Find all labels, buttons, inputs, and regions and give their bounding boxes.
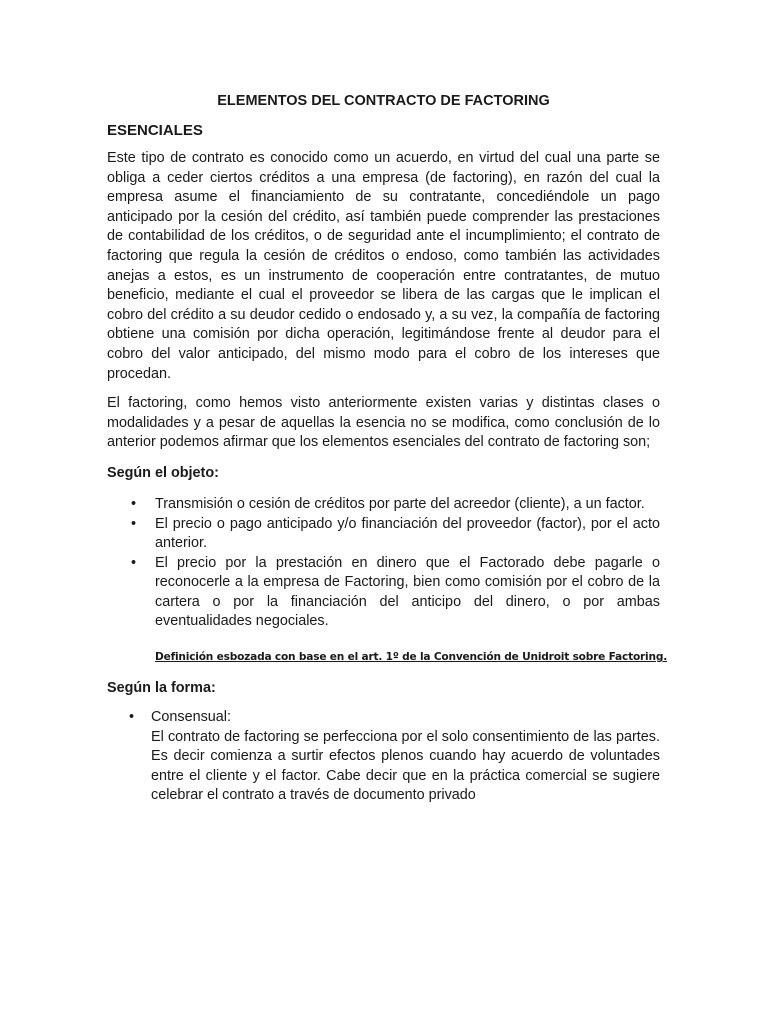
- list-item: [107, 495, 660, 515]
- list-item-text: El contrato de factoring se perfecciona por el solo consentimiento de las partes. Es decir comienza a surtir efectos plenos cuando hay acuerdo de voluntades entre el cliente y el factor. Cabe decir que en la práctica comercial se sugiere celebrar el contrato a través de documento privado: [151, 728, 660, 804]
- document-title: ELEMENTOS DEL CONTRACTO DE FACTORING: [217, 93, 550, 109]
- bullet-icon: •: [131, 554, 137, 571]
- paragraph-factoring-clases: El factoring, como hemos visto anteriormente existen varias y distintas clases o modalidades y a pesar de aquellas la esencia no se modifica, como conclusión de lo anterior podemos afirmar que los elementos esenciales del contrato de factoring son;: [107, 395, 660, 451]
- list-item: [107, 554, 660, 632]
- document-page: [107, 91, 668, 806]
- bullet-icon: •: [129, 709, 135, 726]
- objeto-list: [107, 495, 660, 632]
- footnote-definition: Definición esbozada con base en el art. 1º de la Convención de Unidroit sobre Factoring.: [155, 651, 668, 664]
- bullet-icon: •: [131, 495, 137, 512]
- bullet-icon: •: [131, 515, 137, 532]
- section-heading-esenciales: ESENCIALES: [107, 122, 203, 139]
- subheading-segun-forma: Según la forma:: [107, 680, 216, 697]
- list-item-label: Consensual:: [151, 709, 231, 726]
- list-item: [107, 708, 660, 806]
- list-item: [107, 515, 660, 554]
- list-item-text: El precio o pago anticipado y/o financiación del proveedor (factor), por el acto anterior.: [155, 515, 660, 552]
- list-item-text: Transmisión o cesión de créditos por parte del acreedor (cliente), a un factor.: [155, 495, 645, 512]
- list-item-text: El precio por la prestación en dinero que el Factorado debe pagarle o reconocerle a la empresa de Factoring, bien como comisión por el cobro de la cartera o por la financiación del anticipo del dinero, o por ambas eventualidades negociales.: [155, 554, 660, 630]
- forma-list: [107, 708, 660, 806]
- paragraph-definition: Este tipo de contrato es conocido como un acuerdo, en virtud del cual una parte se obliga a ceder ciertos créditos a una empresa (de factoring), en razón del cual la empresa asume el financiamiento de su contratante, concediéndole un pago anticipado por la cesión del crédito, así también puede comprender las prestaciones de contabilidad de los créditos, o de seguridad ante el incumplimiento; el contrato de factoring que regula la cesión de créditos o endoso, como también las actividades anejas a estos, es un instrumento de cooperación entre contratantes, de mutuo beneficio, mediante el cual el proveedor se libera de las cargas que le implican el cobro del crédito a su deudor cedido o endosado y, a su vez, la compañía de factoring obtiene una comisión por dicha operación, legitimándose frente al deudor para el cobro del valor anticipado, del mismo modo para el cobro de los intereses que procedan.: [107, 150, 660, 382]
- subheading-segun-objeto: Según el objeto:: [107, 464, 219, 481]
